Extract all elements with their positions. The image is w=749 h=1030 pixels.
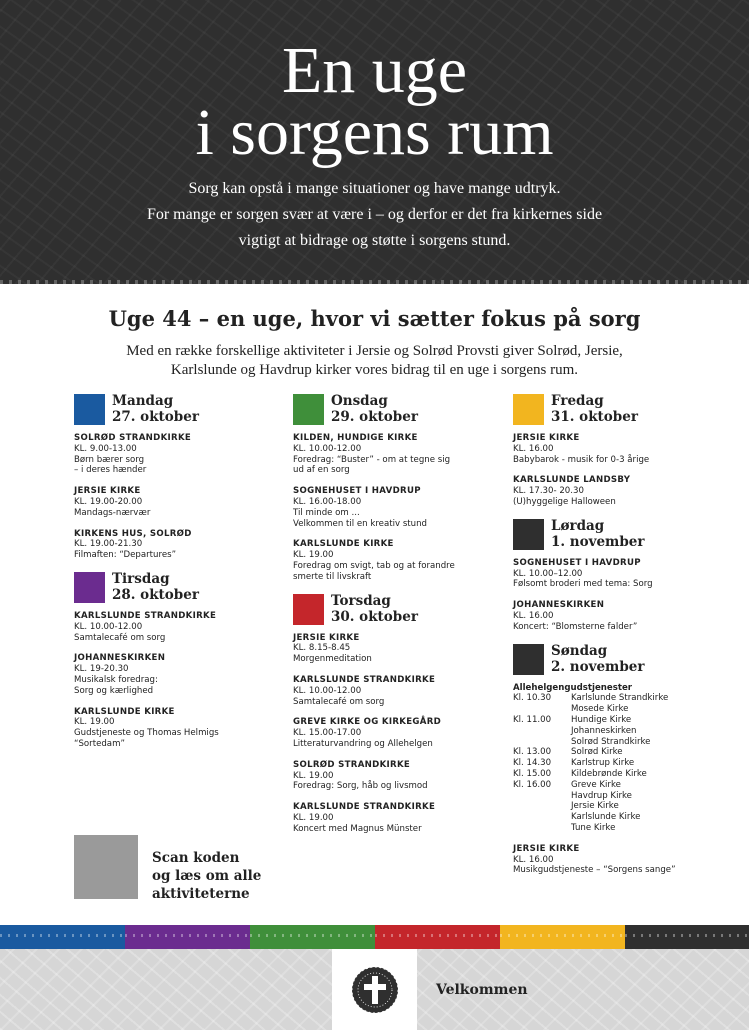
event-time: KL. 19.00 (293, 550, 334, 561)
service-schedule (513, 683, 723, 834)
event-description: (U)hyggelige Halloween (513, 496, 616, 507)
event-time: KL. 10.00-12.00 (293, 443, 362, 454)
event-time: KL. 8.15-8.45 (293, 643, 351, 654)
event-item (293, 717, 503, 749)
color-stripe (250, 925, 375, 949)
day-onsdag (293, 393, 503, 583)
event-item (293, 760, 503, 792)
schedule-row (513, 704, 723, 715)
event-item (513, 475, 723, 507)
schedule-row (513, 758, 723, 769)
welcome-text: Velkommen (436, 982, 528, 998)
schedule-place: Greve Kirke (571, 779, 621, 790)
title-line: En uge (281, 34, 468, 107)
schedule-place: Solrød Strandkirke (571, 736, 651, 747)
event-time: KL. 16.00 (513, 854, 554, 865)
schedule-row (513, 747, 723, 758)
schedule-time (513, 704, 571, 715)
event-venue: JERSIE KIRKE (513, 843, 580, 854)
schedule-place: Johanneskirken (571, 725, 637, 736)
schedule-row (513, 780, 723, 791)
event-venue: JERSIE KIRKE (74, 486, 141, 497)
schedule-place: Mosede Kirke (571, 704, 629, 715)
event-description: smerte til livskraft (293, 571, 372, 582)
event-item (513, 600, 723, 632)
day-color-square (513, 644, 544, 675)
subtitle-line: For mange er sorgen svær at være i – og derfor er det fra kirkernes side (146, 206, 603, 223)
day-name: Mandag (112, 393, 174, 409)
day-title (551, 643, 644, 675)
event-venue: KARLSLUNDE KIRKE (293, 539, 394, 550)
day-tirsdag (74, 571, 284, 750)
schedule-row (513, 737, 723, 748)
day-lordag (513, 518, 723, 633)
event-description: Morgenmeditation (293, 654, 372, 665)
day-date: 30. oktober (331, 608, 418, 625)
event-description: Samtalecafé om sorg (293, 696, 385, 707)
day-name: Søndag (551, 642, 608, 659)
day-fredag (513, 393, 723, 508)
event-item (74, 611, 284, 643)
event-venue: KIRKENS HUS, SOLRØD (74, 528, 192, 539)
event-description: Gudstjeneste og Thomas Helmigs (74, 728, 219, 739)
day-sondag (513, 643, 723, 877)
day-color-square (513, 519, 544, 550)
day-title (112, 393, 199, 425)
event-description: Børn bærer sorg (74, 454, 145, 465)
day-title (331, 393, 418, 425)
schedule-place: Karlslunde Strandkirke (571, 693, 669, 704)
header-banner (0, 0, 749, 284)
column-monday-tuesday (74, 393, 284, 760)
event-time: KL. 19.00 (74, 717, 115, 728)
schedule-place: Karlstrup Kirke (571, 758, 635, 769)
event-time: KL. 15.00-17.00 (293, 728, 362, 739)
event-time: KL. 9.00-13.00 (74, 443, 137, 454)
event-time: KL. 19.00-20.00 (74, 496, 143, 507)
schedule-row (513, 801, 723, 812)
event-description: Til minde om ... (293, 507, 360, 518)
schedule-title: Allehelgengudstjenester (513, 682, 633, 693)
schedule-time: Kl. 11.00 (513, 714, 552, 725)
schedule-row (513, 726, 723, 737)
title-line: i sorgens rum (195, 96, 554, 169)
schedule-place: Karlslunde Kirke (571, 812, 641, 823)
schedule-time (513, 801, 571, 812)
event-venue: SOLRØD STRANDKIRKE (293, 759, 411, 770)
day-header (513, 643, 723, 675)
event-time: KL. 19.00 (293, 770, 334, 781)
event-venue: KARLSLUNDE STRANDKIRKE (293, 802, 436, 813)
event-item (293, 486, 503, 529)
event-item (513, 844, 723, 876)
event-venue: SOLRØD STRANDKIRKE (74, 433, 192, 443)
day-header (513, 393, 723, 425)
event-item (74, 707, 284, 750)
event-item (293, 539, 503, 582)
schedule-place: Hundige Kirke (571, 714, 632, 725)
event-description: Foredrag om svigt, tab og at forandre (293, 560, 455, 571)
event-venue: KARLSLUNDE STRANDKIRKE (293, 674, 436, 685)
day-header (513, 518, 723, 550)
event-item (74, 433, 284, 476)
day-header (74, 571, 284, 603)
day-name: Onsdag (331, 393, 388, 409)
event-time: KL. 19.00-21.30 (74, 539, 143, 550)
color-stripe (500, 925, 625, 949)
day-mandag (74, 393, 284, 561)
event-description: Musikgudstjeneste – “Sorgens sange” (513, 865, 676, 876)
schedule-place: Solrød Kirke (571, 747, 623, 758)
day-torsdag (293, 593, 503, 835)
event-item (513, 433, 723, 465)
day-name: Lørdag (551, 517, 605, 534)
schedule-time (513, 791, 571, 802)
day-title (551, 518, 644, 550)
column-wednesday-thursday (293, 393, 503, 845)
event-time: KL. 10.00–12.00 (513, 568, 583, 579)
subtitle-line: Sorg kan opstå i mange situationer og have mange udtryk. (188, 180, 561, 197)
day-title (112, 571, 199, 603)
page-title (0, 34, 749, 169)
schedule-time: Kl. 13.00 (513, 747, 552, 758)
event-item (74, 486, 284, 518)
event-time: KL. 16.00 (513, 610, 554, 621)
event-venue: KILDEN, HUNDIGE KIRKE (293, 433, 418, 443)
footer-logo-box (332, 949, 417, 1030)
day-date: 29. oktober (331, 409, 418, 425)
schedule-time (513, 823, 571, 834)
scan-line: og læs om alle (152, 868, 262, 884)
day-date: 2. november (551, 658, 645, 675)
event-description: ud af en sorg (293, 465, 350, 476)
day-name: Tirsdag (112, 570, 170, 587)
header-subtitle (0, 176, 749, 254)
schedule-place: Kildebrønde Kirke (571, 768, 647, 779)
event-description: Sorg og kærlighed (74, 685, 154, 696)
day-name: Fredag (551, 393, 604, 409)
event-item (74, 653, 284, 696)
event-time: KL. 10.00-12.00 (74, 621, 143, 632)
day-header (293, 393, 503, 425)
day-name: Torsdag (331, 592, 391, 609)
event-description: – i deres hænder (74, 465, 147, 476)
event-time: KL. 16.00-18.00 (293, 496, 362, 507)
event-venue: JOHANNESKIRKEN (513, 600, 605, 611)
schedule-time: Kl. 16.00 (513, 779, 552, 790)
event-item (293, 433, 503, 476)
event-time: KL. 19-20.30 (74, 664, 129, 675)
intro-line: Karlslunde og Havdrup kirker vores bidrag til en uge i sorgens rum. (170, 362, 579, 378)
day-color-square (513, 394, 544, 425)
qr-code[interactable] (74, 835, 138, 899)
event-description: Foredrag: “Buster” - om at tegne sig (293, 454, 451, 465)
event-venue: SOGNEHUSET I HAVDRUP (293, 486, 421, 497)
intro-line: Med en række forskellige aktiviteter i Jersie og Solrød Provsti giver Solrød, Jersie, (126, 343, 623, 359)
event-description: Følsomt broderi med tema: Sorg (513, 579, 653, 590)
event-time: KL. 10.00-12.00 (293, 685, 362, 696)
schedule-row (513, 791, 723, 802)
schedule-place: Tune Kirke (571, 822, 616, 833)
section-heading: Uge 44 – en uge, hvor vi sætter fokus på sorg (108, 306, 641, 331)
event-description: Filmaften: “Departures” (74, 550, 177, 561)
schedule-time (513, 812, 571, 823)
event-venue: KARLSLUNDE KIRKE (74, 706, 175, 717)
event-description: Koncert: “Blomsterne falder” (513, 621, 638, 632)
event-venue: KARLSLUNDE STRANDKIRKE (74, 610, 217, 621)
event-time: KL. 16.00 (513, 443, 554, 454)
day-header (74, 393, 284, 425)
event-description: Samtalecafé om sorg (74, 632, 166, 643)
event-description: Litteraturvandring og Allehelgen (293, 738, 433, 749)
schedule-row (513, 715, 723, 726)
intro-text (0, 342, 749, 380)
color-stripe (0, 925, 125, 949)
scan-text (152, 849, 261, 903)
subtitle-line: vigtigt at bidrage og støtte i sorgens stund. (238, 232, 511, 249)
day-date: 1. november (551, 533, 645, 550)
day-date: 27. oktober (112, 409, 199, 425)
schedule-time: Kl. 15.00 (513, 768, 552, 779)
event-description: Mandags-nærvær (74, 507, 151, 518)
event-item (293, 675, 503, 707)
event-item (74, 529, 284, 561)
event-description: “Sortedam” (74, 738, 125, 749)
scan-line: aktiviteterne (152, 886, 250, 902)
day-color-square (293, 594, 324, 625)
day-date: 31. oktober (551, 409, 638, 425)
scan-line: Scan koden (152, 850, 240, 866)
day-date: 28. oktober (112, 586, 199, 603)
day-header (293, 593, 503, 625)
day-color-square (74, 572, 105, 603)
schedule-row (513, 812, 723, 823)
schedule-place: Havdrup Kirke (571, 790, 632, 801)
event-description: Babybarok - musik for 0-3 årige (513, 454, 650, 465)
day-color-square (74, 394, 105, 425)
column-friday-sunday (513, 393, 723, 886)
schedule-time (513, 726, 571, 737)
event-description: Foredrag: Sorg, håb og livsmod (293, 781, 428, 792)
event-venue: JERSIE KIRKE (293, 632, 360, 643)
schedule-time: Kl. 14.30 (513, 758, 552, 769)
schedule-place: Jersie Kirke (571, 801, 619, 812)
event-time: KL. 17.30- 20.30 (513, 486, 584, 497)
schedule-row (513, 769, 723, 780)
schedule-row (513, 823, 723, 834)
event-description: Velkommen til en kreativ stund (293, 518, 428, 529)
event-item (513, 558, 723, 590)
church-cross-logo-icon (350, 965, 400, 1015)
event-venue: JOHANNESKIRKEN (74, 653, 166, 664)
schedule-row (513, 693, 723, 704)
color-stripe (125, 925, 250, 949)
event-time: KL. 19.00 (293, 812, 334, 823)
event-item (293, 802, 503, 834)
schedule-time (513, 737, 571, 748)
event-description: Koncert med Magnus Münster (293, 823, 422, 834)
color-stripe (625, 925, 749, 949)
event-venue: SOGNEHUSET I HAVDRUP (513, 557, 641, 568)
day-title (551, 393, 638, 425)
event-item (293, 633, 503, 665)
event-description: Musikalsk foredrag: (74, 674, 158, 685)
event-venue: GREVE KIRKE OG KIRKEGÅRD (293, 717, 442, 728)
day-color-square (293, 394, 324, 425)
event-venue: KARLSLUNDE LANDSBY (513, 475, 631, 486)
schedule-time: Kl. 10.30 (513, 693, 552, 704)
day-title (331, 593, 418, 625)
color-stripe (375, 925, 500, 949)
event-venue: JERSIE KIRKE (513, 433, 580, 443)
